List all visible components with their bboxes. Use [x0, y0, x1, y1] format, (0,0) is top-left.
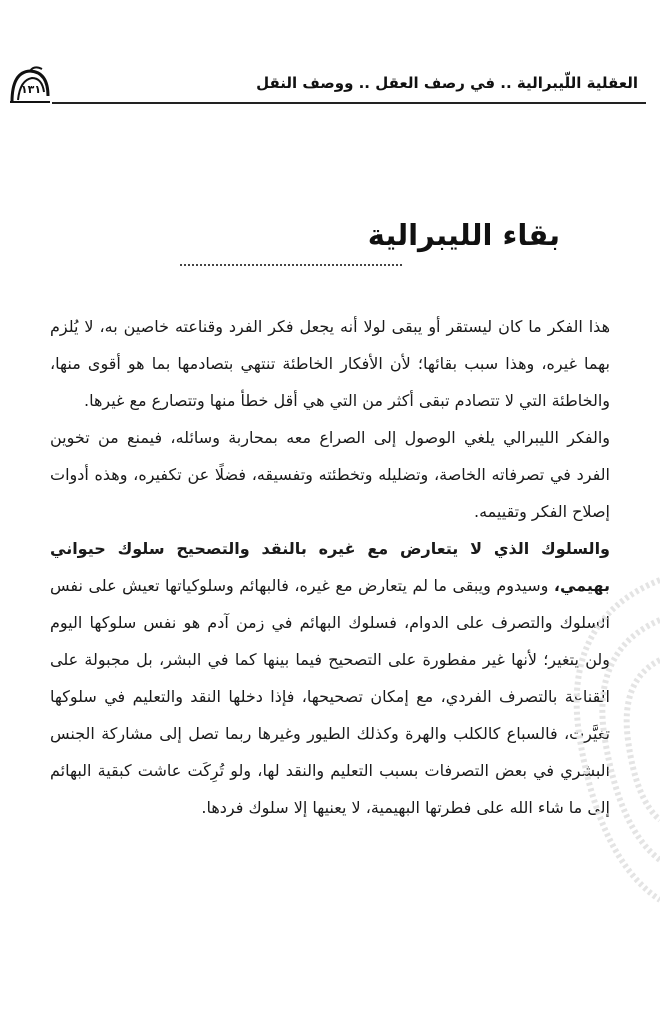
- paragraph-bold-lead: والسلوك الذي لا يتعارض مع غيره بالنقد والتصحيح سلوك حيواني بهيمي،: [50, 539, 610, 595]
- paragraph-text: والفكر الليبرالي يلغي الوصول إلى الصراع معه بمحاربة وسائله، فيمنع من تخوين الفرد في تصرفاته الخاصة، وتضليله وتخطئته وتفسيقه، فضلًا عن تكفيره، وهذه أدوات إصلاح الفكر وتقييمه.: [50, 428, 610, 521]
- page-number: ١٣١: [20, 83, 42, 96]
- page-header: [8, 66, 652, 106]
- header-rule: [52, 102, 646, 104]
- paragraph-text: هذا الفكر ما كان ليستقر أو يبقى لولا أنه يجعل فكر الفرد وقناعته خاصين به، لا يُلزم بهما غيره، وهذا سبب بقائها؛ لأن الأفكار الخاطئة تنتهي بتصادمها بما هو أقوى منها، والخاطئة التي لا تتصادم تبقى أكثر من التي هي أقل خطأ منها وتتصارع مع غيرها.: [50, 317, 610, 410]
- chapter-title: بقاء الليبرالية: [367, 218, 560, 252]
- paragraph-text: وسيدوم ويبقى ما لم يتعارض مع غيره، فالبهائم وسلوكياتها تعيش على نفس السلوك والتصرف على الدوام، فسلوك البهائم في زمن آدم هو نفس سلوكها اليوم ولن يتغير؛ لأنها غير مفطورة على التصحيح فيما بينها كما في البشر، بل مجبولة على القناعة بالتصرف الفردي، مع إمكان تصحيحها، فإذا دخلها النقد والتعليم في سلوكها تغيَّرت، فالسباع كالكلب والهرة وكذلك الطيور وغيرها ربما تصل إلى مشاركة الجنس البشري في بعض التصرفات بسبب التعليم والنقد لها، ولو تُرِكَت عاشت كبقية البهائم إلى ما شاء الله على فطرتها البهيمية، لا يعنيها إلا سلوك فردها.: [50, 576, 610, 817]
- paragraph: [50, 419, 610, 530]
- title-underline: [180, 264, 402, 266]
- running-title: العقلية اللّيبرالية .. في رصف العقل .. ووصف النقل: [256, 74, 638, 92]
- paragraph: [50, 308, 610, 419]
- watermark-ornament-icon: [520, 560, 660, 920]
